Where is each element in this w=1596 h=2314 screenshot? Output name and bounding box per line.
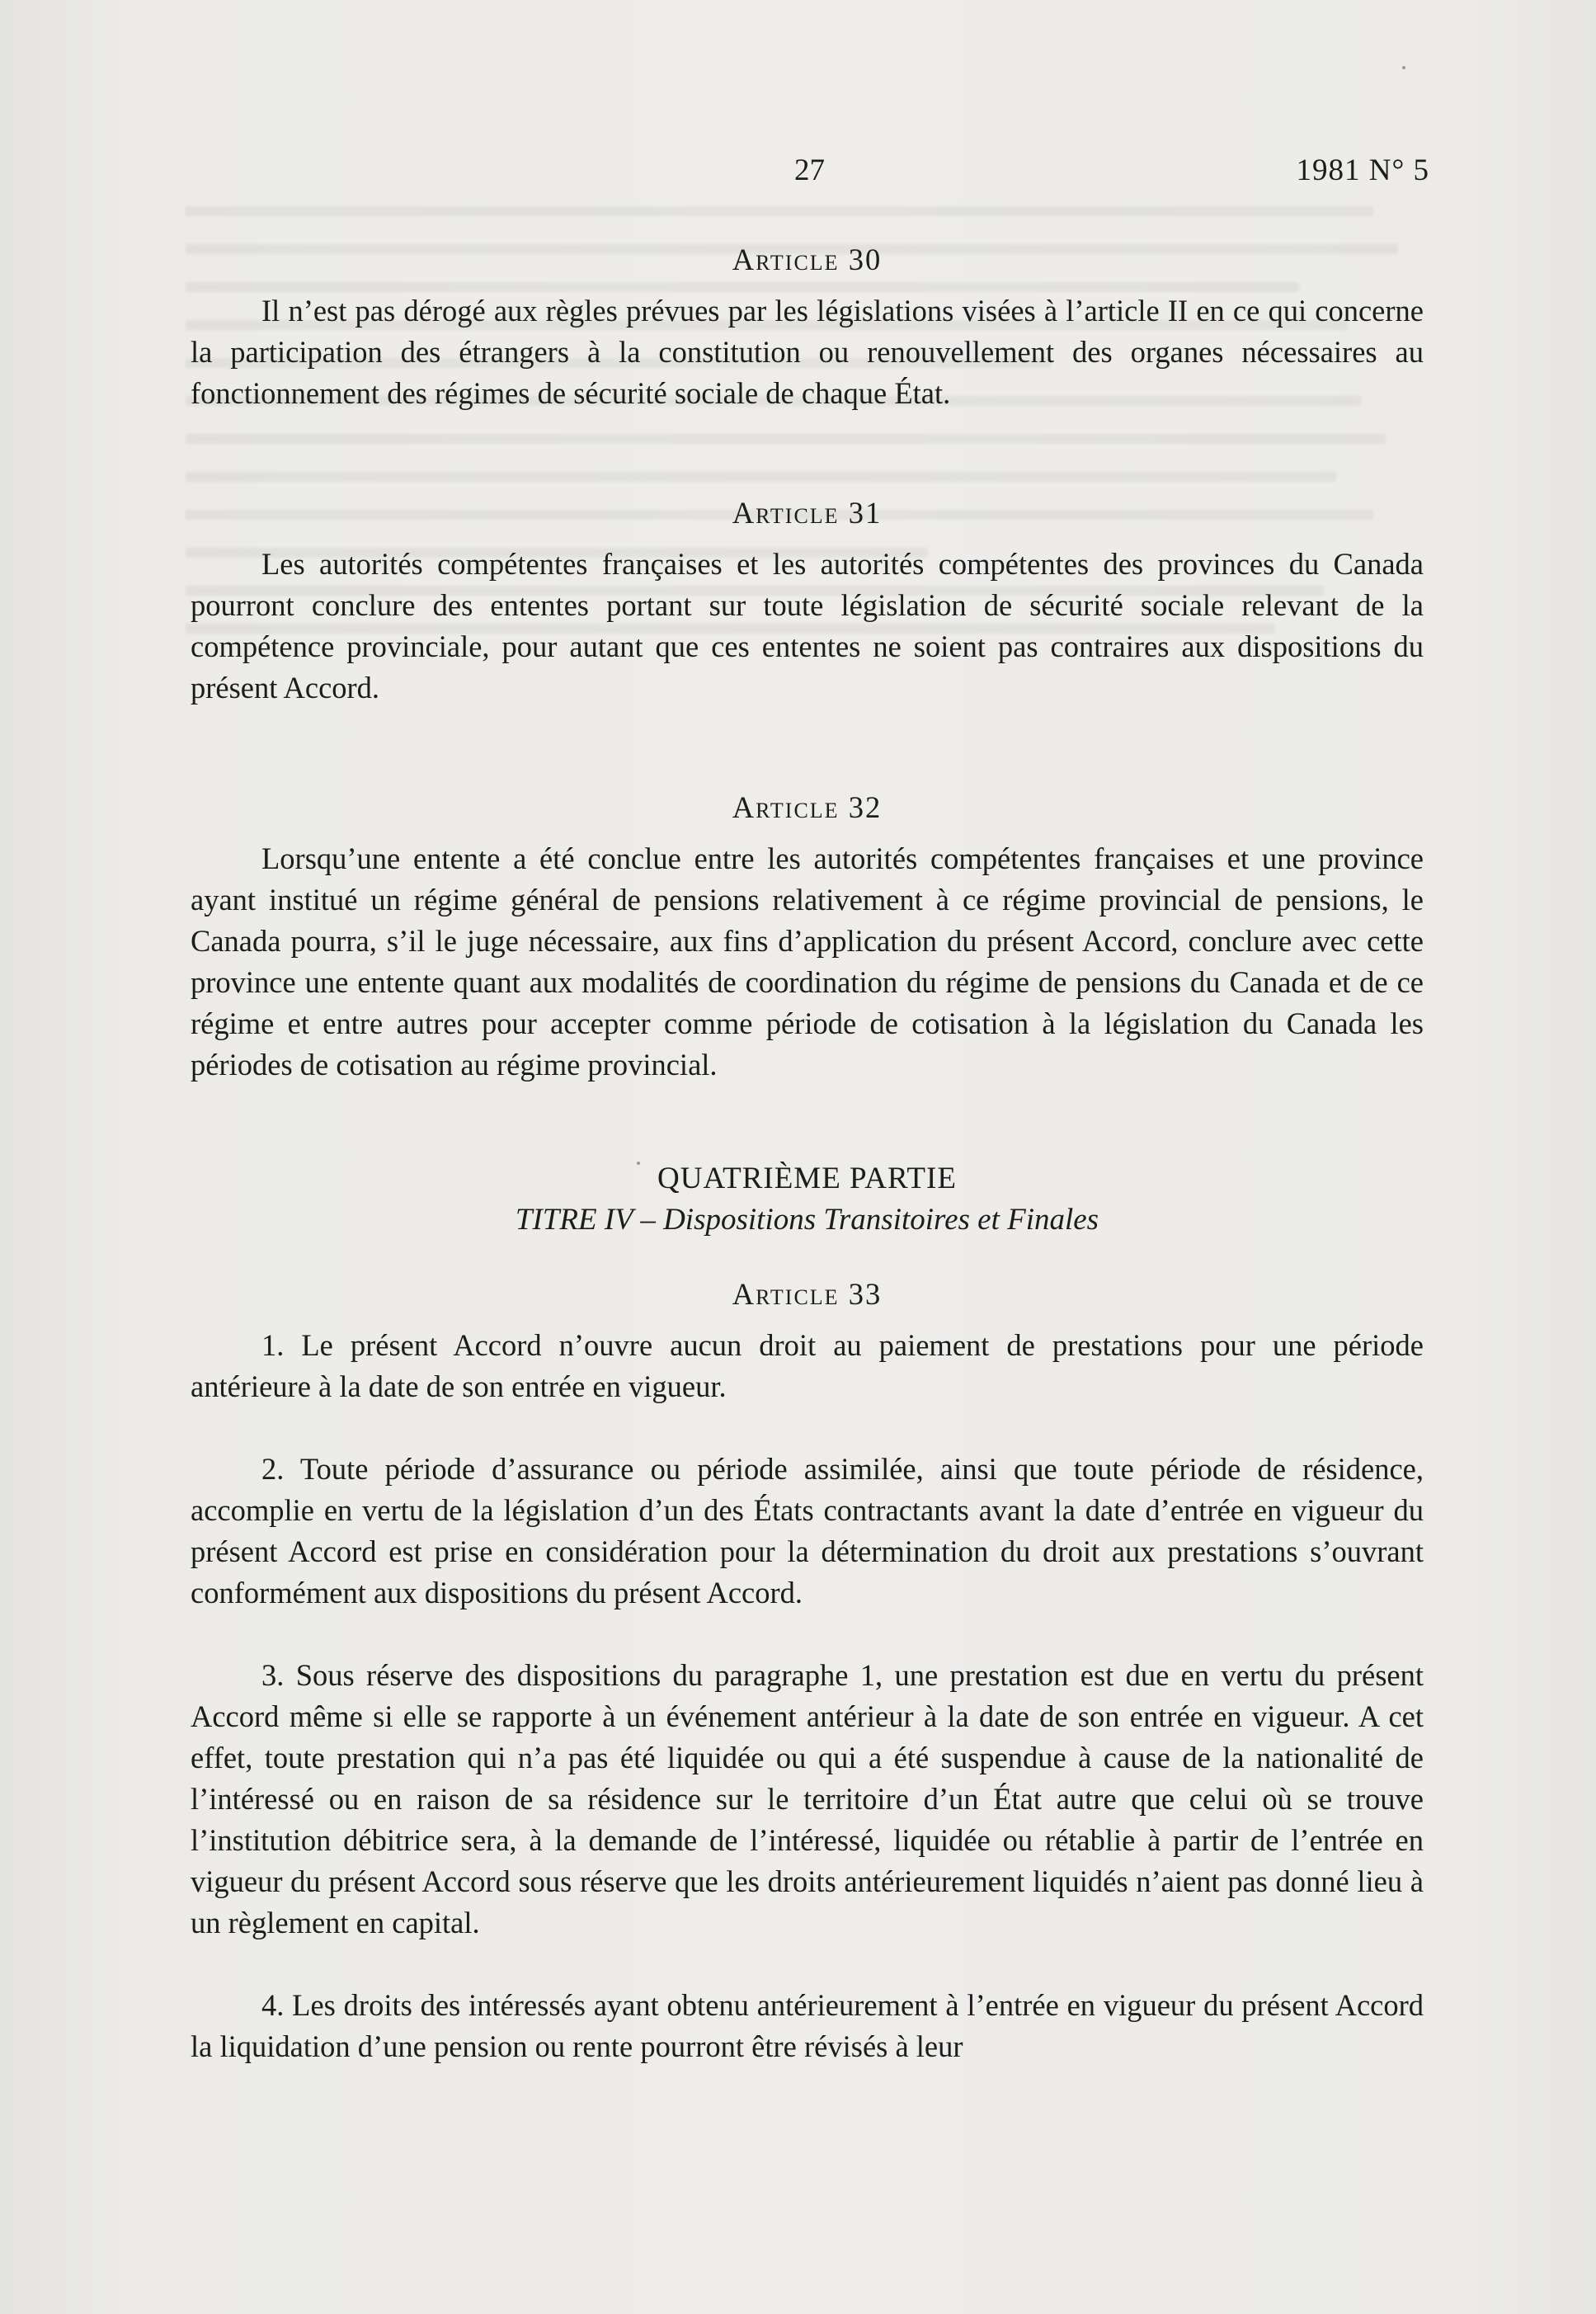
article-33-paragraph-1: 1. Le présent Accord n’ouvre aucun droit au paiement de prestations pour une période antérieure à la date de son entrée en vigueur. bbox=[191, 1328, 1424, 1403]
article-32-heading: Article 32 bbox=[732, 790, 883, 824]
page-header bbox=[0, 153, 1596, 202]
article-31-paragraph: Les autorités compétentes françaises et les autorités compétentes des provinces du Canada pourront conclure des ententes portant sur toute législation de sécurité sociale relevant de la compétence provinciale, pour autant que ces ententes ne soient pas contraires aux dispositions du présent Accord. bbox=[191, 547, 1424, 705]
paper-speck bbox=[1402, 66, 1405, 69]
part-title: QUATRIÈME PARTIE bbox=[657, 1162, 957, 1195]
article-33-heading: Article 33 bbox=[732, 1277, 883, 1311]
article-33-paragraph-4: 4. Les droits des intéressés ayant obtenu antérieurement à l’entrée en vigueur du présent Accord la liquidation d’une pension ou rente pourront être révisés à leur bbox=[191, 1988, 1424, 2063]
article-33-paragraph-3: 3. Sous réserve des dispositions du paragraphe 1, une prestation est due en vertu du présent Accord même si elle se rapporte à un événement antérieur à la date de son entrée en vigueur. A cet effet, toute prestation qui n’a pas été liquidée ou qui a été suspendue à cause de la nationalité de l’intéressé ou en raison de sa résidence sur le territoire d’un État autre que celui où se trouve l’institution débitrice sera, à la demande de l’intéressé, liquidée ou rétablie à partir de l’entrée en vigueur du présent Accord sous réserve que les droits antérieurement liquidés n’aient pas donné lieu à un règlement en capital. bbox=[191, 1658, 1424, 1939]
article-30-heading: Article 30 bbox=[732, 243, 883, 276]
article-33-paragraph-2: 2. Toute période d’assurance ou période assimilée, ainsi que toute période de résidence, accomplie en vertu de la législation d’un des États contractants avant la date d’entrée en vigueur du présent Accord est prise en considération pour la détermination du droit aux prestations s’ouvrant conformément aux dispositions du présent Accord. bbox=[191, 1452, 1424, 1609]
document-body bbox=[191, 239, 1424, 2067]
article-31-heading: Article 31 bbox=[732, 496, 883, 530]
article-30-paragraph: Il n’est pas dérogé aux règles prévues par les législations visées à l’article II en ce qui concerne la participation des étrangers à la constitution ou renouvellement des organes nécessaires au fonctionnement des régimes de sécurité sociale de chaque État. bbox=[191, 294, 1424, 410]
article-32-paragraph: Lorsqu’une entente a été conclue entre les autorités compétentes françaises et une province ayant institué un régime général de pensions relativement à ce régime provincial de pensions, le Canada pourra, s’il le juge nécessaire, aux fins d’application du présent Accord, conclure avec cette province une entente quant aux modalités de coordination du régime de pensions du Canada et de ce régime et entre autres pour accepter comme période de cotisation à la législation du Canada les périodes de cotisation au régime provincial. bbox=[191, 841, 1424, 1082]
page-number: 27 bbox=[794, 153, 825, 187]
issue-number: 1981 N° 5 bbox=[1296, 153, 1429, 187]
part-subtitle: TITRE IV – Dispositions Transitoires et Finales bbox=[515, 1203, 1099, 1237]
